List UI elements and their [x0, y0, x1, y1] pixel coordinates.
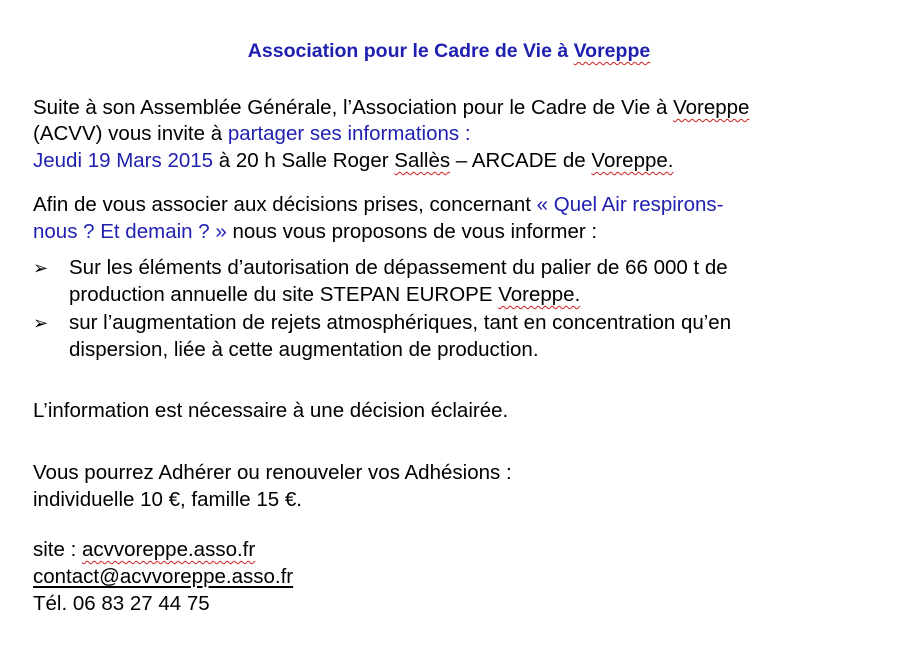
- bullet-item-1-line-2: production annuelle du site STEPAN EUROPE Voreppe.: [69, 283, 581, 306]
- bullet-arrow-icon: ➢: [33, 313, 49, 333]
- concern-quote-end: nous ? Et demain ? »: [33, 220, 227, 243]
- bullet-item-1-line-1: Sur les éléments d’autorisation de dépassement du palier de 66 000 t de: [69, 256, 728, 279]
- event-line: Jeudi 19 Mars 2015 à 20 h Salle Roger Sallès – ARCADE de Voreppe.: [33, 149, 674, 172]
- page-title: [0, 40, 898, 63]
- site-link[interactable]: acvvoreppe.asso.fr: [82, 538, 256, 561]
- concern-line-2: nous ? Et demain ? » nous vous proposons de vous informer :: [33, 220, 598, 243]
- concern-line-1: Afin de vous associer aux décisions prises, concernant « Quel Air respirons-: [33, 193, 724, 216]
- membership-line-1: Vous pourrez Adhérer ou renouveler vos Adhésions :: [33, 461, 512, 484]
- concern-quote-start: « Quel Air respirons-: [536, 193, 724, 216]
- bullet-arrow-icon: ➢: [33, 258, 49, 278]
- intro-highlight: partager ses informations :: [227, 122, 471, 145]
- email-line: [33, 564, 293, 591]
- title-place: Voreppe: [573, 40, 651, 62]
- intro-line-1: Suite à son Assemblée Générale, l’Association pour le Cadre de Vie à Voreppe: [33, 96, 750, 119]
- site-line: site : acvvoreppe.asso.fr: [33, 538, 256, 561]
- membership-line-2: individuelle 10 €, famille 15 €.: [33, 488, 302, 511]
- email-link[interactable]: contact@acvvoreppe.asso.fr: [33, 565, 294, 588]
- title-text: Association pour le Cadre de Vie à: [247, 40, 574, 62]
- phone-line: Tél. 06 83 27 44 75: [33, 592, 210, 615]
- intro-line-2: (ACVV) vous invite à partager ses informations :: [33, 122, 471, 145]
- info-statement: L’information est nécessaire à une décision éclairée.: [33, 399, 509, 422]
- bullet-item-2-line-2: dispersion, liée à cette augmentation de production.: [69, 338, 539, 361]
- bullet-item-2-line-1: sur l’augmentation de rejets atmosphériques, tant en concentration qu’en: [69, 311, 732, 334]
- event-date: Jeudi 19 Mars 2015: [33, 149, 214, 172]
